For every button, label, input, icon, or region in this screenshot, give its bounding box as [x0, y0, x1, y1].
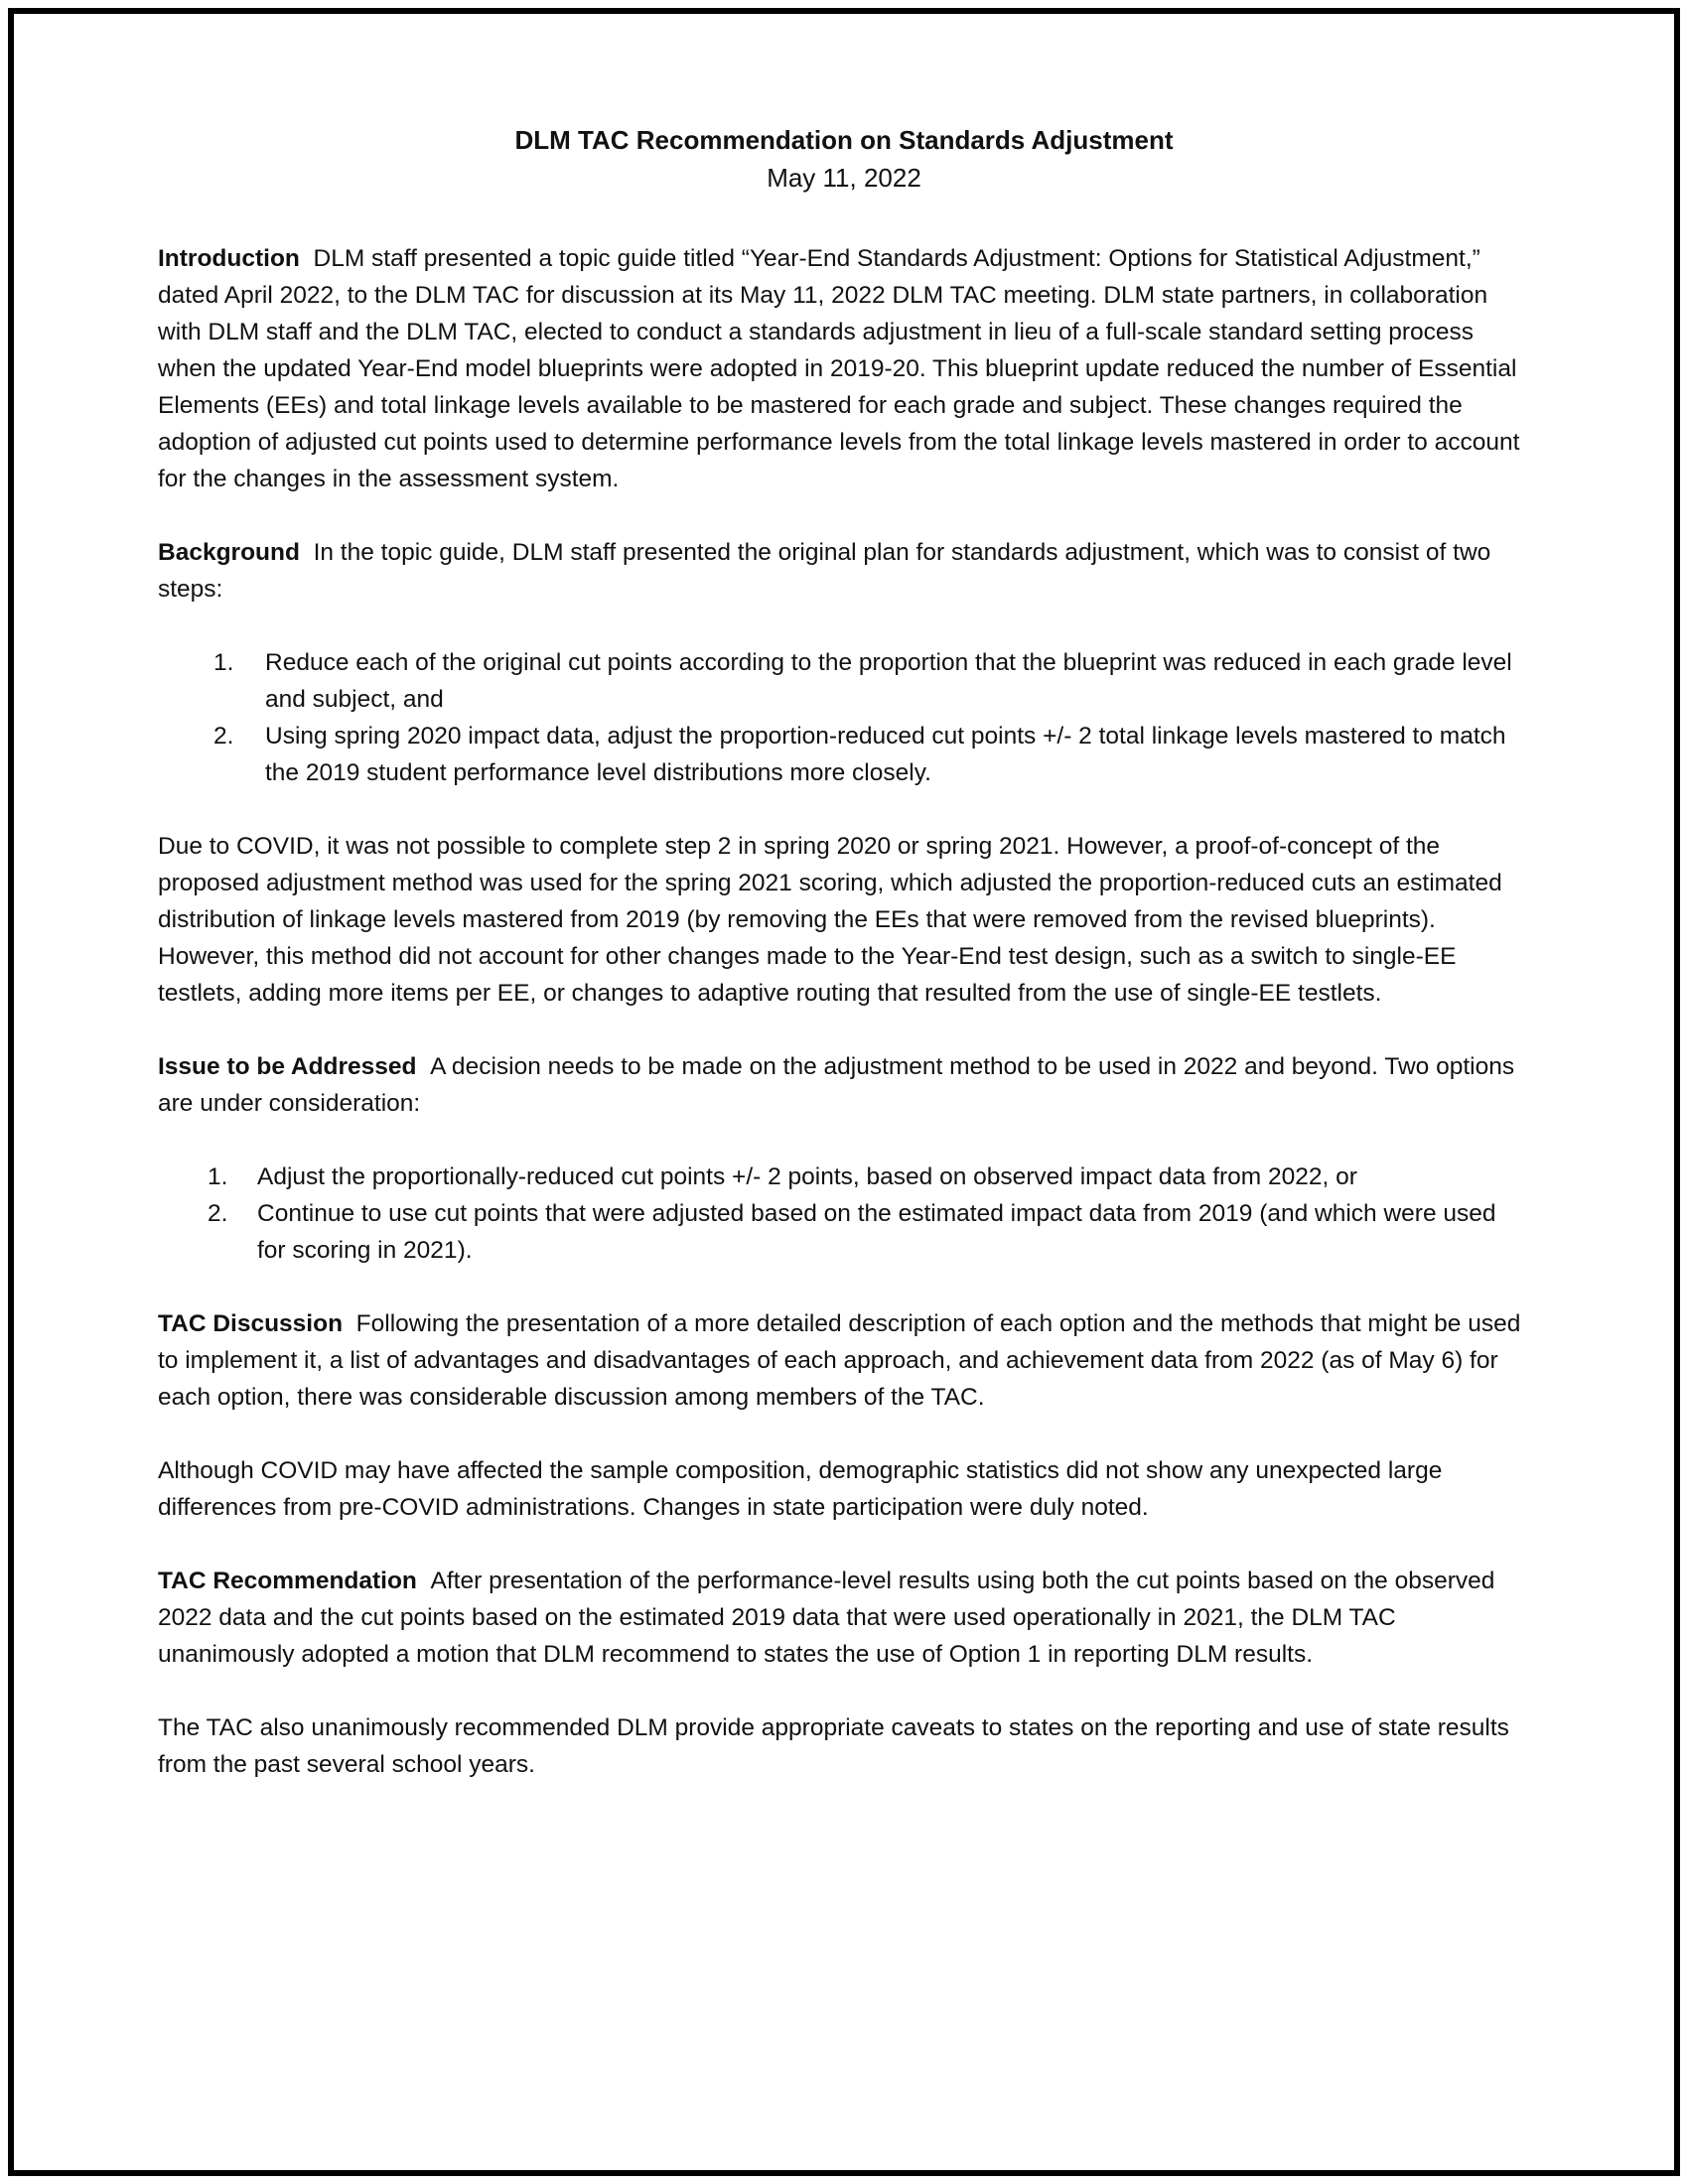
- background-text: In the topic guide, DLM staff presented the original plan for standards adjustment, which was to consist of two steps:: [158, 539, 1491, 603]
- list-item-number: 2.: [213, 723, 234, 750]
- list-item: [158, 1159, 1530, 1195]
- list-item: [158, 718, 1530, 791]
- issue-paragraph: [158, 1048, 1530, 1122]
- background-heading: Background: [158, 539, 300, 566]
- caveat-paragraph: The TAC also unanimously recommended DLM provide appropriate caveats to states on the reporting and use of state results from the past several school years.: [158, 1714, 1509, 1778]
- list-item-number: 1.: [213, 649, 234, 676]
- document-body: [158, 121, 1530, 1820]
- list-item-number: 2.: [208, 1200, 228, 1227]
- issue-heading: Issue to be Addressed: [158, 1053, 417, 1080]
- discussion-heading: TAC Discussion: [158, 1310, 344, 1337]
- covid-paragraph: Due to COVID, it was not possible to complete step 2 in spring 2020 or spring 2021. However, a proof-of-concept of the proposed adjustment method was used for the spring 2021 scoring, which adjusted the proportion-reduced cuts an estimated distribution of linkage levels mastered from 2019 (by removing the EEs that were removed from the revised blueprints). However, this method did not account for other changes made to the Year-End test design, such as a switch to single-EE testlets, adding more items per EE, or changes to adaptive routing that resulted from the use of single-EE testlets.: [158, 833, 1502, 1007]
- background-paragraph: [158, 534, 1530, 608]
- recommendation-text: After presentation of the performance-level results using both the cut points based on the observed 2022 data and the cut points based on the estimated 2019 data that were used operationally in 2021, the DLM TAC unanimously adopted a motion that DLM recommend to states the use of Option 1 in reporting DLM results.: [158, 1568, 1495, 1668]
- issue-text: A decision needs to be made on the adjustment method to be used in 2022 and beyond. Two options are under consideration:: [158, 1053, 1515, 1117]
- list-item: [158, 1195, 1530, 1269]
- list-item: [158, 644, 1530, 718]
- background-steps-list: [158, 644, 1530, 791]
- list-item-text: Using spring 2020 impact data, adjust the proportion-reduced cut points +/- 2 total linkage levels mastered to match the 2019 student performance level distributions more closely.: [265, 723, 1506, 786]
- issue-options-list: [158, 1159, 1530, 1269]
- recommendation-paragraph: [158, 1563, 1530, 1673]
- recommendation-heading: TAC Recommendation: [158, 1568, 417, 1594]
- introduction-heading: Introduction: [158, 245, 300, 272]
- list-item-number: 1.: [208, 1163, 228, 1190]
- discussion-paragraph: [158, 1305, 1530, 1416]
- introduction-text: DLM staff presented a topic guide titled “Year-End Standards Adjustment: Options for Statistical Adjustment,” dated April 2022, to the DLM TAC for discussion at its May 11, 2022 DLM TAC meeting. DLM state partners, in collaboration with DLM staff and the DLM TAC, elected to conduct a standards adjustment in lieu of a full-scale standard setting process when the updated Year-End model blueprints were adopted in 2019-20. This blueprint update reduced the number of Essential Elements (EEs) and total linkage levels available to be mastered for each grade and subject. These changes required the adoption of adjusted cut points used to determine performance levels from the total linkage levels mastered in order to account for the changes in the assessment system.: [158, 245, 1520, 492]
- document-date: May 11, 2022: [767, 163, 921, 193]
- discussion-text: Following the presentation of a more detailed description of each option and the methods that might be used to implement it, a list of advantages and disadvantages of each approach, and achievement data from 2022 (as of May 6) for each option, there was considerable discussion among members of the TAC.: [158, 1310, 1521, 1411]
- title-block: [158, 121, 1530, 197]
- list-item-text: Continue to use cut points that were adjusted based on the estimated impact data from 2019 (and which were used for scoring in 2021).: [257, 1200, 1496, 1264]
- introduction-paragraph: [158, 240, 1530, 497]
- sample-composition-paragraph: Although COVID may have affected the sample composition, demographic statistics did not show any unexpected large differences from pre-COVID administrations. Changes in state participation were duly noted.: [158, 1457, 1443, 1521]
- list-item-text: Adjust the proportionally-reduced cut points +/- 2 points, based on observed impact data from 2022, or: [257, 1163, 1357, 1190]
- document-title: DLM TAC Recommendation on Standards Adjustment: [514, 125, 1174, 155]
- list-item-text: Reduce each of the original cut points according to the proportion that the blueprint was reduced in each grade level and subject, and: [265, 649, 1512, 713]
